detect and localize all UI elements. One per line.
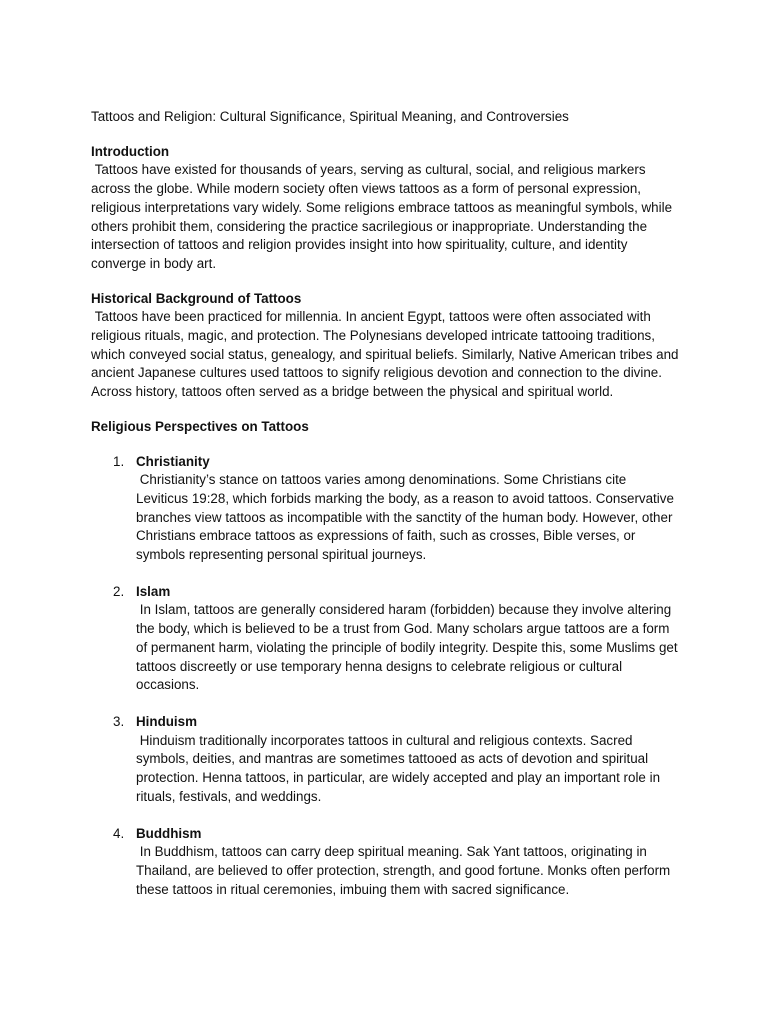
- list-item-title: Islam: [136, 583, 171, 599]
- list-item-christianity: [91, 453, 680, 565]
- list-item-title: Buddhism: [136, 825, 202, 841]
- list-item-body: In Islam, tattoos are generally considered haram (forbidden) because they involve altering the body, which is believed to be a trust from God. Many scholars argue tattoos are a form of permanent harm, violating the principle of bodily integrity. Despite this, some Muslims get tattoos discreetly or use temporary henna designs to celebrate religious or cultural occasions.: [136, 602, 682, 693]
- list-number: 1.: [113, 453, 125, 469]
- list-item-islam: [91, 583, 680, 695]
- list-item-title: Hinduism: [136, 713, 198, 729]
- list-number: 2.: [113, 583, 125, 599]
- document-title: Tattoos and Religion: Cultural Significance, Spiritual Meaning, and Controversies: [91, 109, 569, 124]
- list-number: 3.: [113, 713, 125, 729]
- list-item-body: Hinduism traditionally incorporates tattoos in cultural and religious contexts. Sacred symbols, deities, and mantras are sometimes tattooed as acts of devotion and spiritual protection. Henna tattoos, in particular, are widely accepted and play an important role in rituals, festivals, and weddings.: [136, 732, 664, 804]
- history-paragraph: Tattoos have been practiced for millennia. In ancient Egypt, tattoos were often associated with religious rituals, magic, and protection. The Polynesians developed intricate tattooing traditions, which conveyed social status, genealogy, and spiritual beliefs. Similarly, Native American tribes and ancient Japanese cultures used tattoos to signify religious devotion and connection to the divine. Across history, tattoos often served as a bridge between the physical and spiritual world.: [91, 309, 683, 400]
- introduction-heading: Introduction: [91, 143, 170, 159]
- perspectives-heading: Religious Perspectives on Tattoos: [91, 418, 309, 434]
- religions-list: [91, 453, 680, 900]
- introduction-paragraph: Tattoos have existed for thousands of years, serving as cultural, social, and religious markers across the globe. While modern society often views tattoos as a form of personal expression, religious interpretations vary widely. Some religions embrace tattoos as meaningful symbols, while others prohibit them, considering the practice sacrilegious or inappropriate. Understanding the intersection of tattoos and religion provides insight into how spirituality, culture, and identity converge in body art.: [91, 162, 676, 271]
- list-item-hinduism: [91, 713, 680, 807]
- list-item-body: In Buddhism, tattoos can carry deep spiritual meaning. Sak Yant tattoos, originating in Thailand, are believed to offer protection, strength, and good fortune. Monks often perform these tattoos in ritual ceremonies, imbuing them with sacred significance.: [136, 844, 674, 897]
- list-number: 4.: [113, 825, 125, 841]
- list-item-body: Christianity’s stance on tattoos varies among denominations. Some Christians cite Leviticus 19:28, which forbids marking the body, as a reason to avoid tattoos. Conservative branches view tattoos as incompatible with the sanctity of the human body. However, other Christians embrace tattoos as expressions of faith, such as crosses, Bible verses, or symbols representing personal spiritual journeys.: [136, 472, 678, 563]
- history-heading: Historical Background of Tattoos: [91, 290, 302, 306]
- list-item-title: Christianity: [136, 453, 210, 469]
- list-item-buddhism: [91, 825, 680, 900]
